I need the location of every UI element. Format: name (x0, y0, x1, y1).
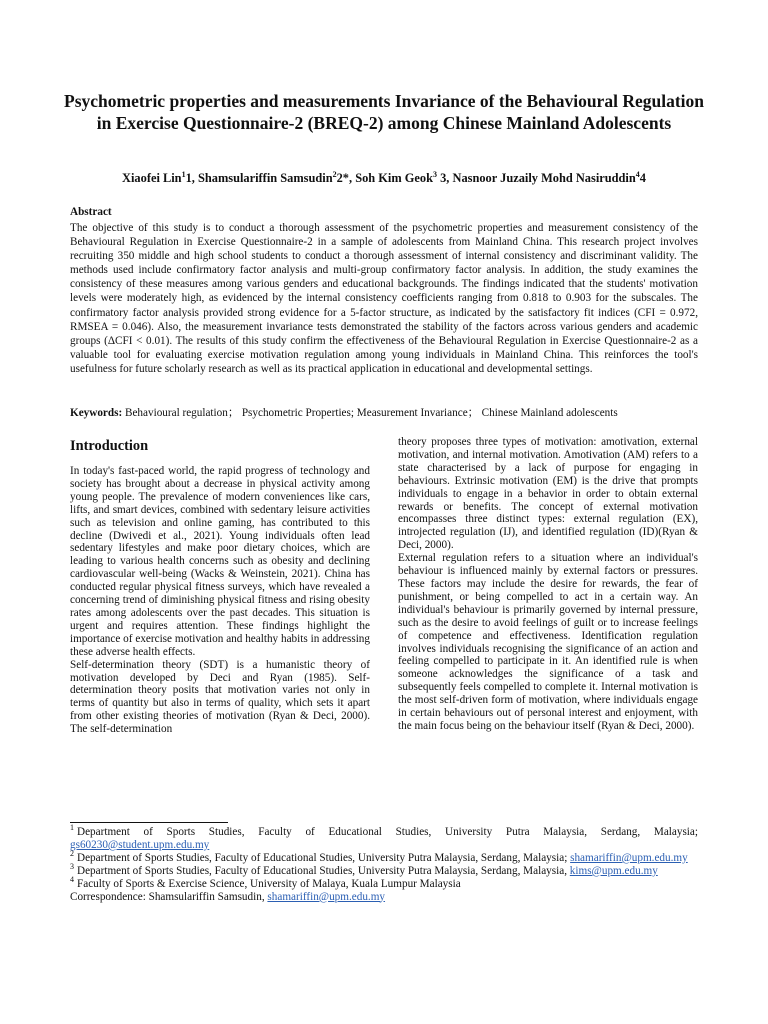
right-column (398, 436, 698, 733)
intro-paragraph: theory proposes three types of motivation: amotivation, external motivation, and internal motivation. Amotivation (AM) refers to a state characterised by a lack of purpose for engaging in behaviours. Extrinsic motivation (EM) is the drive that prompts individuals to engage in a behavior in order to obtain external rewards or benefits. The concept of external motivation encompasses three distinct types: external regulation (EX), introjected regulation (IJ), and identified regulation (ID)(Ryan & Deci, 2000). (398, 436, 698, 552)
footnote-text: Department of Sports Studies, Faculty of Educational Studies, University Putra Malaysia, Serdang, Malaysia; (77, 826, 698, 838)
footnote (70, 823, 698, 852)
footnote-text: Department of Sports Studies, Faculty of Educational Studies, University Putra Malaysia, Serdang, Malaysia; (77, 851, 571, 864)
keywords-label: Keywords: (70, 407, 123, 419)
author-name: Nasnoor Juzaily Mohd Nasiruddin (452, 171, 636, 185)
abstract-heading: Abstract (70, 206, 112, 218)
correspondence (70, 891, 698, 904)
author-affiliation-mark: 3 (433, 169, 437, 179)
author-name: Shamsulariffin Samsudin (197, 171, 333, 185)
author-suffix: 1, (185, 171, 198, 185)
correspondence-label: Correspondence: Shamsulariffin Samsudin, (70, 890, 268, 903)
author-list (40, 170, 728, 186)
author-affiliation-mark: 2 (332, 169, 337, 179)
correspondence-email-link[interactable]: shamariffin@upm.edu.my (267, 890, 386, 903)
keywords-text: Behavioural regulation； Psychometric Properties; Measurement Invariance； Chinese Mainland adolescents (122, 407, 618, 419)
left-column (70, 436, 370, 736)
author-suffix: 2*, (336, 171, 356, 185)
author-affiliation-mark: 4 (635, 169, 640, 179)
author-affiliation-mark: 1 (181, 169, 186, 179)
footnote-number: 4 (70, 874, 74, 884)
footnote-text: Faculty of Sports & Exercise Science, University of Malaya, Kuala Lumpur Malaysia (77, 877, 461, 890)
introduction-heading: Introduction (70, 438, 149, 454)
author-suffix: 4 (639, 171, 646, 185)
author-name: Soh Kim Geok (355, 171, 433, 185)
footnote-text: Department of Sports Studies, Faculty of Educational Studies, University Putra Malaysia, Serdang, Malaysia, (77, 864, 570, 877)
email-link[interactable]: kims@upm.edu.my (569, 864, 658, 877)
footnote-number: 1 (70, 823, 74, 833)
email-link[interactable]: gs60230@student.upm.edu.my (70, 838, 210, 851)
footnote (70, 874, 698, 891)
paper-title: Psychometric properties and measurements Invariance of the Behavioural Regulation in Exercise Questionnaire-2 (BREQ-2) among Chinese Mainland Adolescents (64, 91, 704, 133)
footnote-number: 3 (70, 861, 74, 871)
footnote-separator (70, 822, 228, 823)
intro-paragraph: In today's fast-paced world, the rapid progress of technology and society has brought about a decrease in physical activity among young people. The prevalence of modern conveniences like cars, lifts, and smart devices, combined with sedentary leisure activities such as television and online gaming, has contributed to this decline (Dwivedi et al., 2021). Young individuals often lead sedentary lifestyles and make poor dietary choices, which are leading to various health concerns such as obesity and declining cardiovascular well-being (Wacks & Weinstein, 2021). China has conducted regular physical fitness surveys, which have revealed a concerning trend of diminishing physical fitness and rising obesity rates among adolescents over the past decades. This situation is urgent and requires attention. These findings highlight the importance of exercise motivation and healthy habits in addressing these adverse health effects. (70, 465, 370, 658)
footnotes (70, 823, 698, 903)
footnote (70, 861, 698, 878)
footnote (70, 849, 698, 865)
email-link[interactable]: shamariffin@upm.edu.my (570, 851, 688, 864)
author-name: Xiaofei Lin (122, 171, 182, 185)
abstract-text: The objective of this study is to conduct a thorough assessment of the psychometric properties and measurement consistency of the Behavioural Regulation in Exercise Questionnaire-2 in a sample of adolescents from Mainland China. This research project involves recruiting 350 middle and high school students to conduct a thorough assessment of internal consistency and discriminant validity. The methods used include confirmatory factor analysis and multi-group confirmatory factor analysis. In addition, the study examines the consistency of these measures among various genders and educational backgrounds. The findings indicated that the students' motivation levels were moderately high, as evidenced by the internal consistency coefficients ranging from 0.818 to 0.903 for the subscales. The confirmatory factor analysis provided strong evidence for a 5-factor structure, as indicated by the satisfactory fit indices (CFI = 0.972, RMSEA = 0.046). Also, the measurement invariance tests demonstrated the stability of the factors across various genders and academic groups (ΔCFI < 0.01). The results of this study confirm the effectiveness of the Behavioural Regulation in Exercise Questionnaire-2 as a valuable tool for evaluating exercise motivation regulation among young individuals in Mainland China. This reinforces the tool's usefulness for future scholarly research as well as its practical application in educational and developmental settings. (70, 222, 698, 375)
author-suffix: 3, (437, 171, 453, 185)
keywords-line (70, 406, 720, 420)
intro-paragraph: Self-determination theory (SDT) is a humanistic theory of motivation developed by Deci and Ryan (1985). Self-determination theory posits that motivation varies not only in terms of quantity but also in terms of quality, which sets it apart from other existing theories of motivation (Ryan & Deci, 2000). The self-determination (70, 658, 370, 736)
intro-paragraph: External regulation refers to a situation where an individual's behaviour is influenced mainly by external factors or pressures. These factors may include the desire for rewards, the fear of punishment, or being compelled to act in a certain way. An individual's behaviour is primarily governed by internal pressure, such as the desire to avoid feelings of guilt or to increase feelings of competence and effectiveness. Identification regulation involves individuals recognising the significance of an action and feeling compelled to participate in it. An identified rule is when someone acknowledges the significance of a task and subsequently feels compelled to complete it. Internal motivation is the most self-driven form of motivation, where individuals engage in certain behaviours out of personal interest and enjoyment, with the main focus being on the behaviour itself (Ryan & Deci, 2000). (398, 552, 698, 732)
footnote-number: 2 (70, 849, 74, 859)
